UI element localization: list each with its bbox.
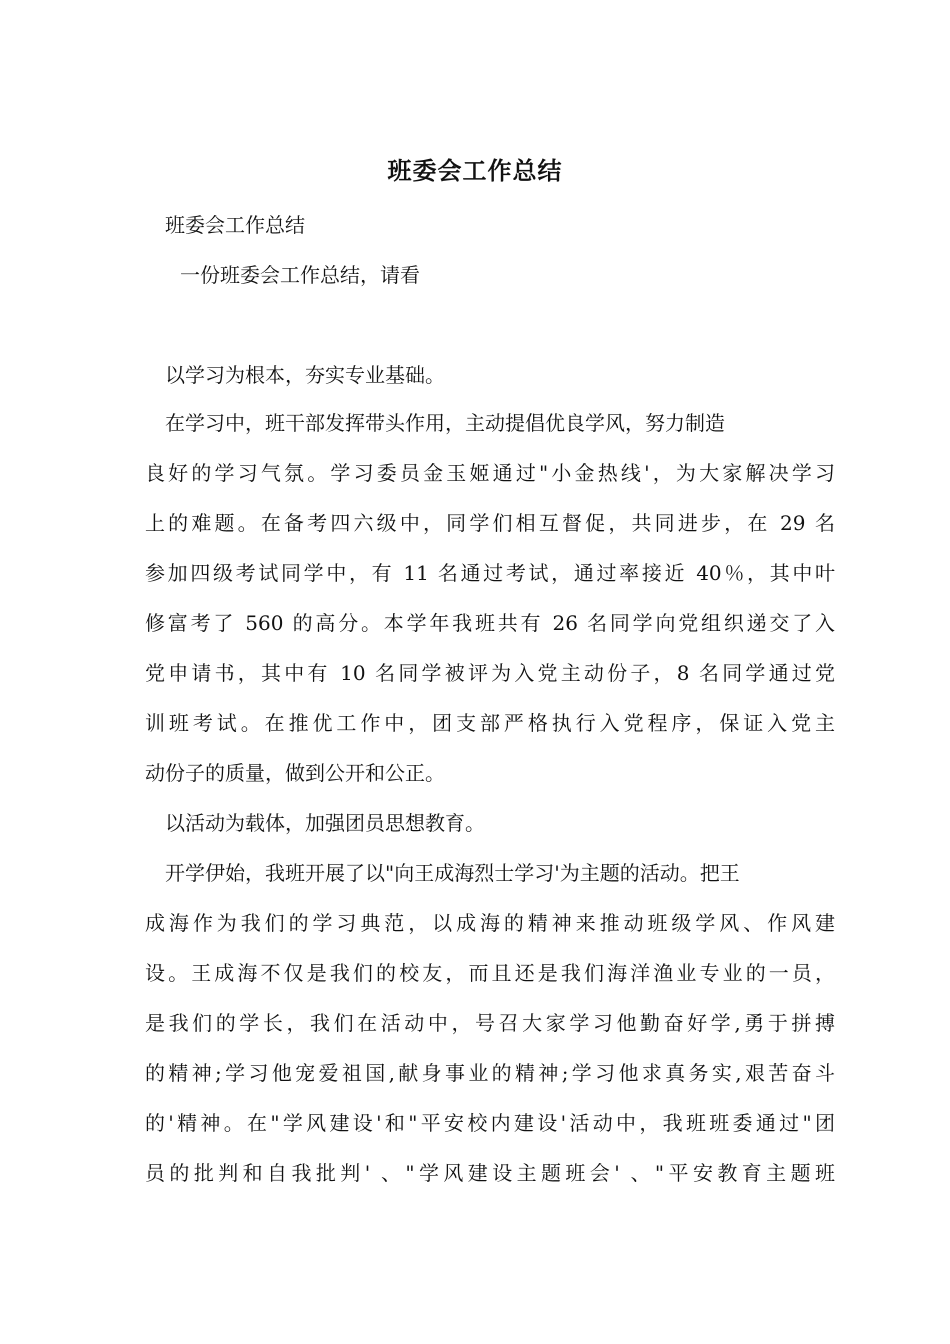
paragraph-line: 上的难题。在备考四六级中，同学们相互督促，共同进步，在 29 名 <box>145 511 835 535</box>
paragraph-line: 修富考了 560 的高分。本学年我班共有 26 名同学向党组织递交了入 <box>145 611 835 635</box>
paragraph-line: 动份子的质量，做到公开和公正。 <box>145 761 445 785</box>
document-subtitle: 班委会工作总结 <box>165 213 305 237</box>
paragraph-line: 的精神;学习他宠爱祖国,献身事业的精神;学习他求真务实,艰苦奋斗 <box>145 1061 835 1085</box>
paragraph-line: 参加四级考试同学中，有 11 名通过考试，通过率接近 40％，其中叶 <box>145 561 835 585</box>
paragraph-line: 设。王成海不仅是我们的校友，而且还是我们海洋渔业专业的一员， <box>145 961 835 985</box>
paragraph-line: 开学伊始，我班开展了以"向王成海烈士学习'为主题的活动。把王 <box>165 861 740 885</box>
paragraph-line: 成海作为我们的学习典范，以成海的精神来推动班级学风、作风建 <box>145 911 835 935</box>
paragraph-line: 员的批判和自我批判' 、"学风建设主题班会' 、"平安教育主题班 <box>145 1161 835 1185</box>
section-heading-activities: 以活动为载体，加强团员思想教育。 <box>165 811 485 835</box>
paragraph-line: 的'精神。在"学风建设'和"平安校内建设'活动中，我班班委通过"团 <box>145 1111 835 1135</box>
paragraph-line: 是我们的学长，我们在活动中，号召大家学习他勤奋好学,勇于拼搏 <box>145 1011 835 1035</box>
document-title: 班委会工作总结 <box>387 156 563 185</box>
paragraph-line: 训班考试。在推优工作中，团支部严格执行入党程序，保证入党主 <box>145 711 835 735</box>
document-intro: 一份班委会工作总结，请看 <box>180 263 420 287</box>
section-heading-study: 以学习为根本，夯实专业基础。 <box>165 363 445 387</box>
paragraph-line: 党申请书，其中有 10 名同学被评为入党主动份子，8 名同学通过党 <box>145 661 835 685</box>
paragraph-line: 在学习中，班干部发挥带头作用，主动提倡优良学风，努力制造 <box>165 411 725 435</box>
paragraph-line: 良好的学习气氛。学习委员金玉姬通过"小金热线'，为大家解决学习 <box>145 461 835 485</box>
